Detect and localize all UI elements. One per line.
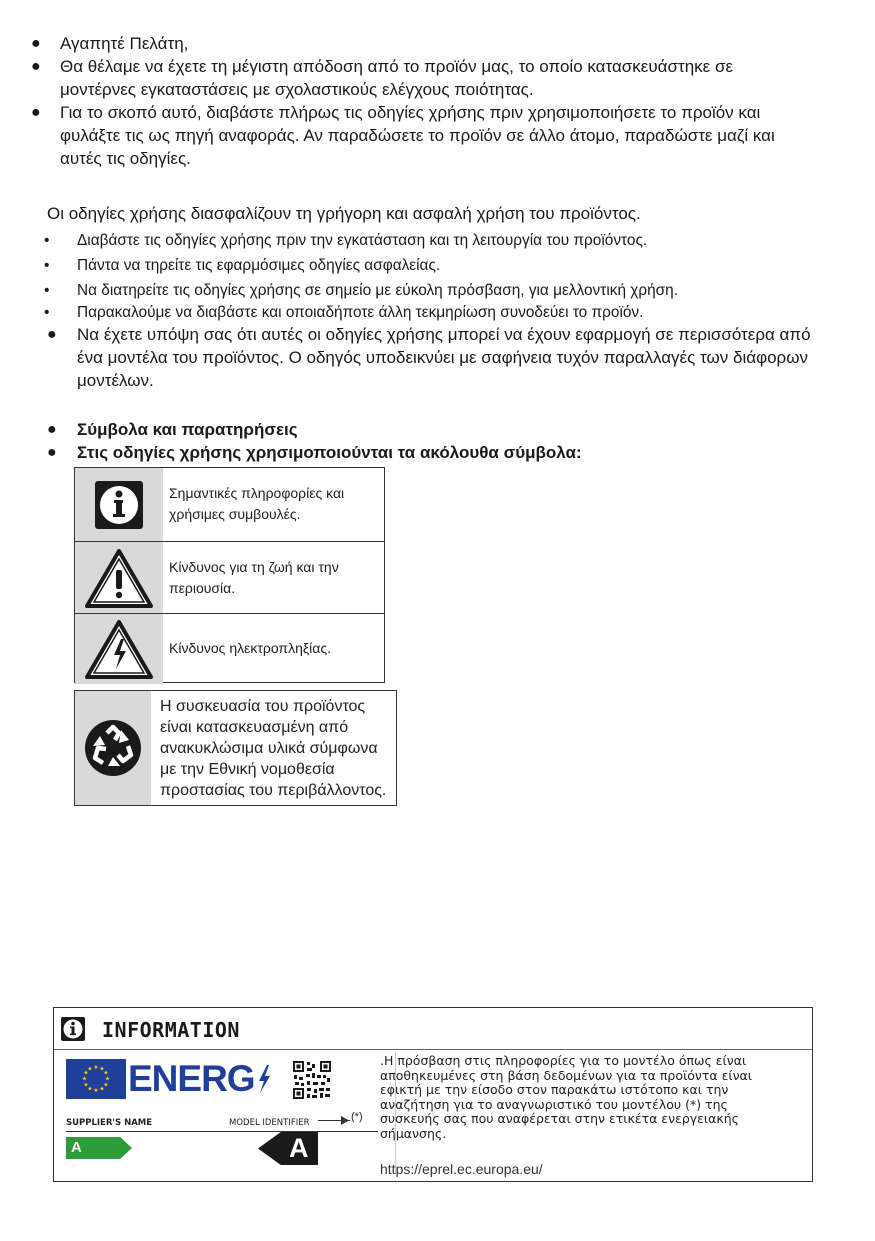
note-line: ένα μοντέλα του προϊόντος. Ο οδηγός υποδεικνύει με σαφήνεια τυχόν παραλλαγές των διάφορων — [77, 348, 808, 367]
svg-text:★: ★ — [99, 1085, 105, 1093]
electric-shock-icon — [75, 614, 163, 684]
svg-text:★: ★ — [87, 1085, 93, 1093]
bullet: ● — [47, 326, 57, 343]
info-icon — [60, 1016, 86, 1042]
energy-word: ENERG — [128, 1058, 255, 1099]
svg-text:★: ★ — [99, 1065, 105, 1073]
recycle-text-line: με την Εθνική νομοθεσία — [160, 761, 335, 778]
description-line: εφικτή με την είσοδο στον παρακάτω ιστότοπο και την — [380, 1082, 729, 1097]
recycle-notice — [74, 690, 397, 806]
intro-line: φυλάξτε τις ως πηγή αναφοράς. Αν παραδώσετε το προϊόν σε άλλο άτομο, παραδώστε μαζί και — [60, 126, 775, 145]
bullet: ● — [31, 104, 41, 121]
information-header — [54, 1008, 812, 1050]
symbol-text-line: Κίνδυνος για τη ζωή και την — [169, 559, 339, 575]
symbols-heading: Σύμβολα και παρατηρήσεις — [77, 420, 298, 439]
energy-class-badge — [258, 1132, 318, 1165]
qr-code-icon — [293, 1061, 331, 1099]
symbols-table — [74, 467, 385, 683]
svg-text:★: ★ — [83, 1069, 89, 1077]
svg-text:★: ★ — [93, 1064, 99, 1071]
symbol-text-line: Σημαντικές πληροφορίες και — [169, 485, 345, 501]
eprel-link[interactable]: https://eprel.ec.europa.eu/ — [380, 1161, 543, 1177]
recycle-text — [160, 696, 392, 801]
symbol-text — [169, 557, 378, 599]
supplier-name: SUPPLIER'S NAME — [66, 1118, 153, 1128]
description-line: αναζήτηση για το αναγνωριστικό του μοντέλου (*) της — [380, 1096, 728, 1112]
note-line: Να έχετε υπόψη σας ότι αυτές οι οδηγίες χρήσης μπορεί να έχουν εφαρμογή σε περισσότερα από — [77, 325, 811, 344]
energy-wordmark — [128, 1059, 272, 1099]
description-line: συσκευής σας που αναφέρεται στην ετικέτα ενεργειακής — [380, 1111, 740, 1126]
svg-text:★: ★ — [93, 1087, 99, 1094]
svg-text:★: ★ — [83, 1081, 89, 1089]
information-description — [380, 1054, 780, 1141]
instruction-item: Διαβάστε τις οδηγίες χρήσης πριν την εγκατάσταση και τη λειτουργία του προϊόντος. — [77, 232, 648, 249]
intro-line: Θα θέλαμε να έχετε τη μέγιστη απόδοση από το προϊόν μας, το οποίο κατασκευάστηκε σε — [60, 57, 734, 76]
energy-label — [61, 1052, 396, 1174]
intro-line: μοντέρνες εγκαταστάσεις με σχολαστικούς ελέγχους ποιότητας. — [60, 80, 534, 99]
symbol-text — [169, 483, 378, 525]
warning-icon — [75, 542, 163, 613]
bullet: • — [44, 257, 50, 274]
symbol-text-line: περιουσία. — [169, 580, 236, 596]
recycle-text-line: ανακυκλώσιμα υλικά σύμφωνα — [160, 740, 378, 757]
information-title: INFORMATION — [102, 1018, 240, 1042]
description-line: σήμανσης. — [380, 1125, 447, 1141]
energy-class-big: A — [289, 1133, 309, 1163]
bullet: • — [44, 282, 50, 299]
bullet: ● — [47, 444, 57, 461]
info-icon — [75, 468, 163, 541]
instructions-heading: Οι οδηγίες χρήσης διασφαλίζουν τη γρήγορη και ασφαλή χρήση του προϊόντος. — [47, 204, 641, 223]
instruction-item: Παρακαλούμε να διαβάστε και οποιαδήποτε άλλη τεκμηρίωση συνοδεύει το προϊόν. — [77, 304, 644, 321]
bullet: • — [44, 232, 50, 249]
description-line: αποθηκευμένες στη βάση δεδομένων για τα προϊόντα είναι — [380, 1067, 753, 1083]
pointer-arrow-icon — [341, 1116, 349, 1125]
bullet: ● — [47, 421, 57, 438]
symbols-subheading: Στις οδηγίες χρήσης χρησιμοποιούνται τα ακόλουθα σύμβολα: — [77, 443, 582, 462]
eu-flag-icon — [66, 1059, 126, 1099]
information-box — [53, 1007, 813, 1182]
energy-bolt-icon — [256, 1064, 272, 1094]
recycle-text-line: είναι κατασκευασμένη από — [160, 719, 349, 736]
instruction-item: Πάντα να τηρείτε τις εφαρμόσιμες οδηγίες ασφαλείας. — [77, 257, 441, 274]
recycle-text-line: προστασίας του περιβάλλοντος. — [160, 782, 387, 799]
intro-line: Για το σκοπό αυτό, διαβάστε πλήρως τις οδηγίες χρήσης πριν χρησιμοποιήσετε το προϊόν και — [60, 103, 761, 122]
energy-class-small: A — [71, 1139, 82, 1156]
instruction-item: Να διατηρείτε τις οδηγίες χρήσης σε σημείο με εύκολη πρόσβαση, για μελλοντική χρήση. — [77, 282, 679, 299]
svg-text:★: ★ — [87, 1065, 93, 1073]
symbol-text: Κίνδυνος ηλεκτροπληξίας. — [169, 640, 331, 656]
description-line: .Η πρόσβαση στις πληροφορίες για το μοντέλο όπως είναι — [380, 1053, 747, 1068]
svg-text:★: ★ — [103, 1069, 109, 1077]
symbol-row-danger — [75, 541, 384, 613]
svg-text:★: ★ — [103, 1081, 109, 1089]
greeting: Αγαπητέ Πελάτη, — [60, 34, 189, 53]
bullet: • — [44, 304, 50, 321]
svg-text:★: ★ — [81, 1075, 88, 1083]
label-divider — [66, 1131, 378, 1132]
svg-text:★: ★ — [104, 1075, 111, 1083]
marker: (*) — [351, 1111, 363, 1123]
intro-line: αυτές τις οδηγίες. — [60, 149, 191, 168]
symbol-text-line: χρήσιμες συμβουλές. — [169, 506, 301, 522]
note-line: μοντέλων. — [77, 371, 154, 390]
symbol-row-electric — [75, 613, 384, 684]
model-identifier: MODEL IDENTIFIER — [229, 1118, 310, 1128]
bullet: ● — [31, 35, 41, 52]
recycle-icon — [75, 691, 151, 805]
recycle-text-line: Η συσκευασία του προϊόντος — [160, 698, 366, 715]
symbol-row-info — [75, 468, 384, 541]
bullet: ● — [31, 58, 41, 75]
